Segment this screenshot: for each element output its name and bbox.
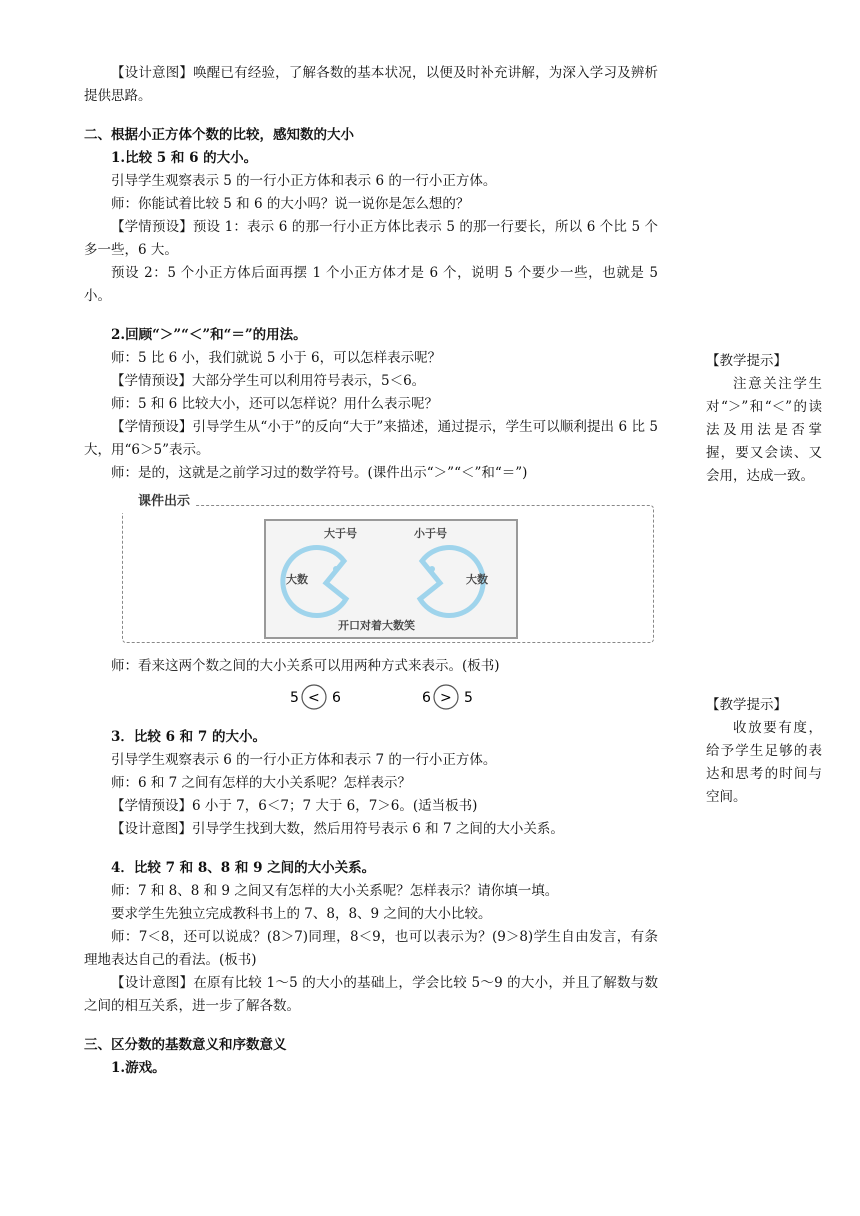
board-right-sign: > [440, 690, 452, 706]
board-writing [84, 680, 658, 714]
comparison-board [84, 680, 658, 714]
teaching-tip-1 [706, 350, 822, 488]
paragraph: 师：是的，这就是之前学习过的数学符号。(课件出示“＞”“＜”和“＝”) [111, 465, 528, 481]
paragraph: 引导学生观察表示 6 的一行小正方体和表示 7 的一行小正方体。 [111, 752, 497, 768]
board-right-a: 6 [422, 690, 431, 706]
tip-title: 【教学提示】 [706, 697, 787, 713]
paragraph: 【设计意图】在原有比较 1～5 的大小的基础上，学会比较 5～9 的大小，并且了解数与数之间的相互关系，进一步了解各数。 [84, 975, 658, 1014]
label-big-number-left: 大数 [286, 573, 308, 586]
paragraph: 师：5 和 6 比较大小，还可以怎样说？用什么表示呢？ [111, 396, 439, 412]
paragraph: 【学情预设】预设 1：表示 6 的那一行小正方体比表示 5 的那一行要长，所以 6 个比 5 个多一些，6 大。 [84, 219, 658, 258]
paragraph: 预设 2：5 个小正方体后面再摆 1 个小正方体才是 6 个，说明 5 个要少一些，也就是 5 小。 [84, 265, 658, 304]
section-heading: 二、根据小正方体个数的比较，感知数的大小 [84, 127, 354, 143]
courseware-panel [264, 519, 518, 639]
subsection-heading: 4．比较 7 和 8、8 和 9 之间的大小关系。 [111, 860, 376, 876]
paragraph: 【学情预设】大部分学生可以利用符号表示，5＜6。 [111, 373, 426, 389]
subsection-heading: 1.游戏。 [111, 1060, 166, 1076]
section-heading: 三、区分数的基数意义和序数意义 [84, 1037, 287, 1053]
paragraph: 【设计意图】唤醒已有经验，了解各数的基本状况，以便及时补充讲解，为深入学习及辨析提供思路。 [84, 65, 658, 104]
board-left-a: 5 [290, 690, 299, 706]
board-right-b: 5 [464, 690, 473, 706]
board-left-b: 6 [332, 690, 341, 706]
paragraph: 师：7＜8，还可以说成？(8＞7)同理，8＜9，也可以表示为？(9＞8)学生自由发言，有条理地表达自己的看法。(板书) [84, 929, 658, 968]
courseware-caption: 开口对着大数笑 [338, 619, 415, 632]
paragraph: 师：看来这两个数之间的大小关系可以用两种方式来表示。(板书) [111, 658, 500, 674]
subsection-heading: 3．比较 6 和 7 的大小。 [111, 729, 266, 745]
paragraph: 师：6 和 7 之间有怎样的大小关系呢？怎样表示？ [111, 775, 412, 791]
tip-title: 【教学提示】 [706, 353, 787, 369]
board-left-sign: < [308, 690, 320, 706]
courseware-badge: 课件出示 [120, 491, 196, 513]
main-content [84, 62, 658, 1080]
paragraph: 师：你能试着比较 5 和 6 的大小吗？说一说你是怎么想的？ [111, 196, 470, 212]
teaching-tip-2 [706, 694, 822, 809]
paragraph: 师：7 和 8、8 和 9 之间又有怎样的大小关系呢？怎样表示？请你填一填。 [111, 883, 559, 899]
paragraph: 【设计意图】引导学生找到大数，然后用符号表示 6 和 7 之间的大小关系。 [111, 821, 564, 837]
paragraph: 【学情预设】引导学生从“小于”的反向“大于”来描述，通过提示，学生可以顺利提出 6 比 5 大，用“6＞5”表示。 [84, 419, 658, 458]
label-less-sign: 小于号 [414, 527, 447, 540]
label-big-number-right: 大数 [466, 573, 488, 586]
subsection-heading: 1.比较 5 和 6 的大小。 [111, 150, 258, 166]
paragraph: 师：5 比 6 小，我们就说 5 小于 6，可以怎样表示呢？ [111, 350, 442, 366]
paragraph: 要求学生先独立完成教科书上的 7、8，8、9 之间的大小比较。 [111, 906, 492, 922]
paragraph: 【学情预设】6 小于 7，6＜7；7 大于 6，7＞6。(适当板书) [111, 798, 478, 814]
pacman-illustration [266, 521, 516, 637]
label-greater-sign: 大于号 [324, 527, 357, 540]
tip-body: 注意关注学生对“＞”和“＜”的读法及用法是否掌握，要又会读、又会用，达成一致。 [706, 376, 822, 484]
subsection-heading: 2.回顾“＞”“＜”和“＝”的用法。 [111, 327, 307, 343]
courseware-figure [122, 493, 656, 643]
tip-body: 收放要有度，给予学生足够的表达和思考的时间与空间。 [706, 720, 822, 805]
paragraph: 引导学生观察表示 5 的一行小正方体和表示 6 的一行小正方体。 [111, 173, 497, 189]
